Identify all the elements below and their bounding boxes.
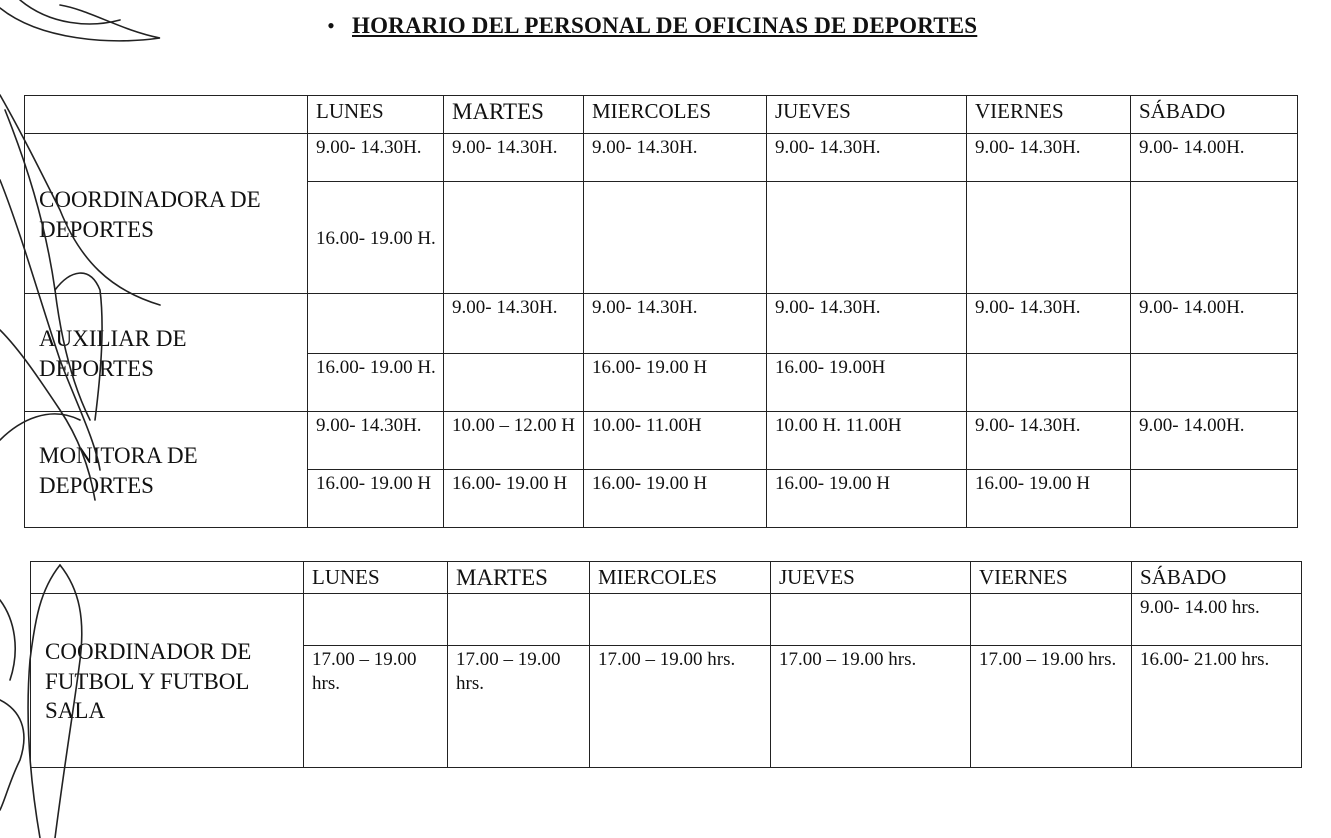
schedule-cell (584, 182, 767, 294)
header-lunes: LUNES (308, 96, 444, 134)
schedule-cell: 9.00- 14.00H. (1131, 294, 1298, 354)
football-coordinator-schedule-table (30, 561, 1302, 768)
schedule-cell: 9.00- 14.30H. (308, 412, 444, 470)
schedule-cell: 17.00 – 19.00 hrs. (771, 646, 971, 768)
schedule-cell: 16.00- 19.00 H (967, 470, 1131, 528)
table-row (25, 412, 1298, 470)
schedule-cell: 16.00- 19.00 H (584, 470, 767, 528)
header-jueves: JUEVES (767, 96, 967, 134)
schedule-cell: 9.00- 14.30H. (967, 294, 1131, 354)
schedule-cell: 9.00- 14.30H. (767, 294, 967, 354)
header-sabado: SÁBADO (1132, 562, 1302, 594)
schedule-cell: 10.00- 11.00H (584, 412, 767, 470)
bullet-marker: • (327, 13, 335, 38)
schedule-cell: 9.00- 14.00H. (1131, 134, 1298, 182)
schedule-cell (308, 294, 444, 354)
schedule-cell: 16.00- 21.00 hrs. (1132, 646, 1302, 768)
schedule-cell: 9.00- 14.30H. (584, 294, 767, 354)
header-row (31, 562, 1302, 594)
schedule-cell: 9.00- 14.30H. (444, 134, 584, 182)
header-jueves: JUEVES (771, 562, 971, 594)
table-row (31, 594, 1302, 646)
role-monitora: MONITORA DE DEPORTES (25, 412, 308, 528)
schedule-cell: 10.00 – 12.00 H (444, 412, 584, 470)
schedule-cell: 10.00 H. 11.00H (767, 412, 967, 470)
header-viernes: VIERNES (971, 562, 1132, 594)
header-row (25, 96, 1298, 134)
corner-cell (25, 96, 308, 134)
schedule-cell: 9.00- 14.30H. (967, 134, 1131, 182)
header-lunes: LUNES (304, 562, 448, 594)
schedule-cell (967, 354, 1131, 412)
schedule-cell (1131, 182, 1298, 294)
schedule-cell (971, 594, 1132, 646)
header-sabado: SÁBADO (1131, 96, 1298, 134)
schedule-cell: 16.00- 19.00 H (444, 470, 584, 528)
table-row (25, 134, 1298, 182)
schedule-cell (1131, 470, 1298, 528)
schedule-cell: 16.00- 19.00 H. (308, 354, 444, 412)
schedule-cell: 9.00- 14.00H. (1131, 412, 1298, 470)
schedule-cell: 16.00- 19.00 H (308, 470, 444, 528)
schedule-cell (590, 594, 771, 646)
schedule-cell: 9.00- 14.30H. (444, 294, 584, 354)
table-row (25, 294, 1298, 354)
page-title: HORARIO DEL PERSONAL DE OFICINAS DE DEPORTES (352, 13, 978, 38)
schedule-cell: 9.00- 14.30H. (584, 134, 767, 182)
header-martes: MARTES (448, 562, 590, 594)
schedule-cell (304, 594, 448, 646)
header-viernes: VIERNES (967, 96, 1131, 134)
schedule-cell: 9.00- 14.30H. (767, 134, 967, 182)
header-miercoles: MIERCOLES (590, 562, 771, 594)
schedule-cell: 16.00- 19.00H (767, 354, 967, 412)
role-coordinadora: COORDINADORA DE DEPORTES (25, 134, 308, 294)
corner-cell (31, 562, 304, 594)
schedule-cell: 9.00- 14.00 hrs. (1132, 594, 1302, 646)
schedule-cell: 9.00- 14.30H. (308, 134, 444, 182)
schedule-cell (444, 182, 584, 294)
schedule-cell (444, 354, 584, 412)
schedule-cell (771, 594, 971, 646)
schedule-cell (967, 182, 1131, 294)
schedule-cell: 17.00 – 19.00 hrs. (590, 646, 771, 768)
schedule-cell: 16.00- 19.00 H. (308, 182, 444, 294)
schedule-cell: 9.00- 14.30H. (967, 412, 1131, 470)
staff-schedule-table (24, 95, 1298, 528)
schedule-cell: 17.00 – 19.00 hrs. (448, 646, 590, 768)
role-coordinador-futbol: COORDINADOR DE FUTBOL Y FUTBOL SALA (31, 594, 304, 768)
header-martes: MARTES (444, 96, 584, 134)
header-miercoles: MIERCOLES (584, 96, 767, 134)
schedule-cell: 17.00 – 19.00 hrs. (304, 646, 448, 768)
schedule-cell (1131, 354, 1298, 412)
page-heading (310, 6, 1070, 46)
schedule-cell: 16.00- 19.00 H (584, 354, 767, 412)
schedule-cell: 16.00- 19.00 H (767, 470, 967, 528)
schedule-cell (767, 182, 967, 294)
role-auxiliar: AUXILIAR DE DEPORTES (25, 294, 308, 412)
schedule-cell: 17.00 – 19.00 hrs. (971, 646, 1132, 768)
schedule-cell (448, 594, 590, 646)
